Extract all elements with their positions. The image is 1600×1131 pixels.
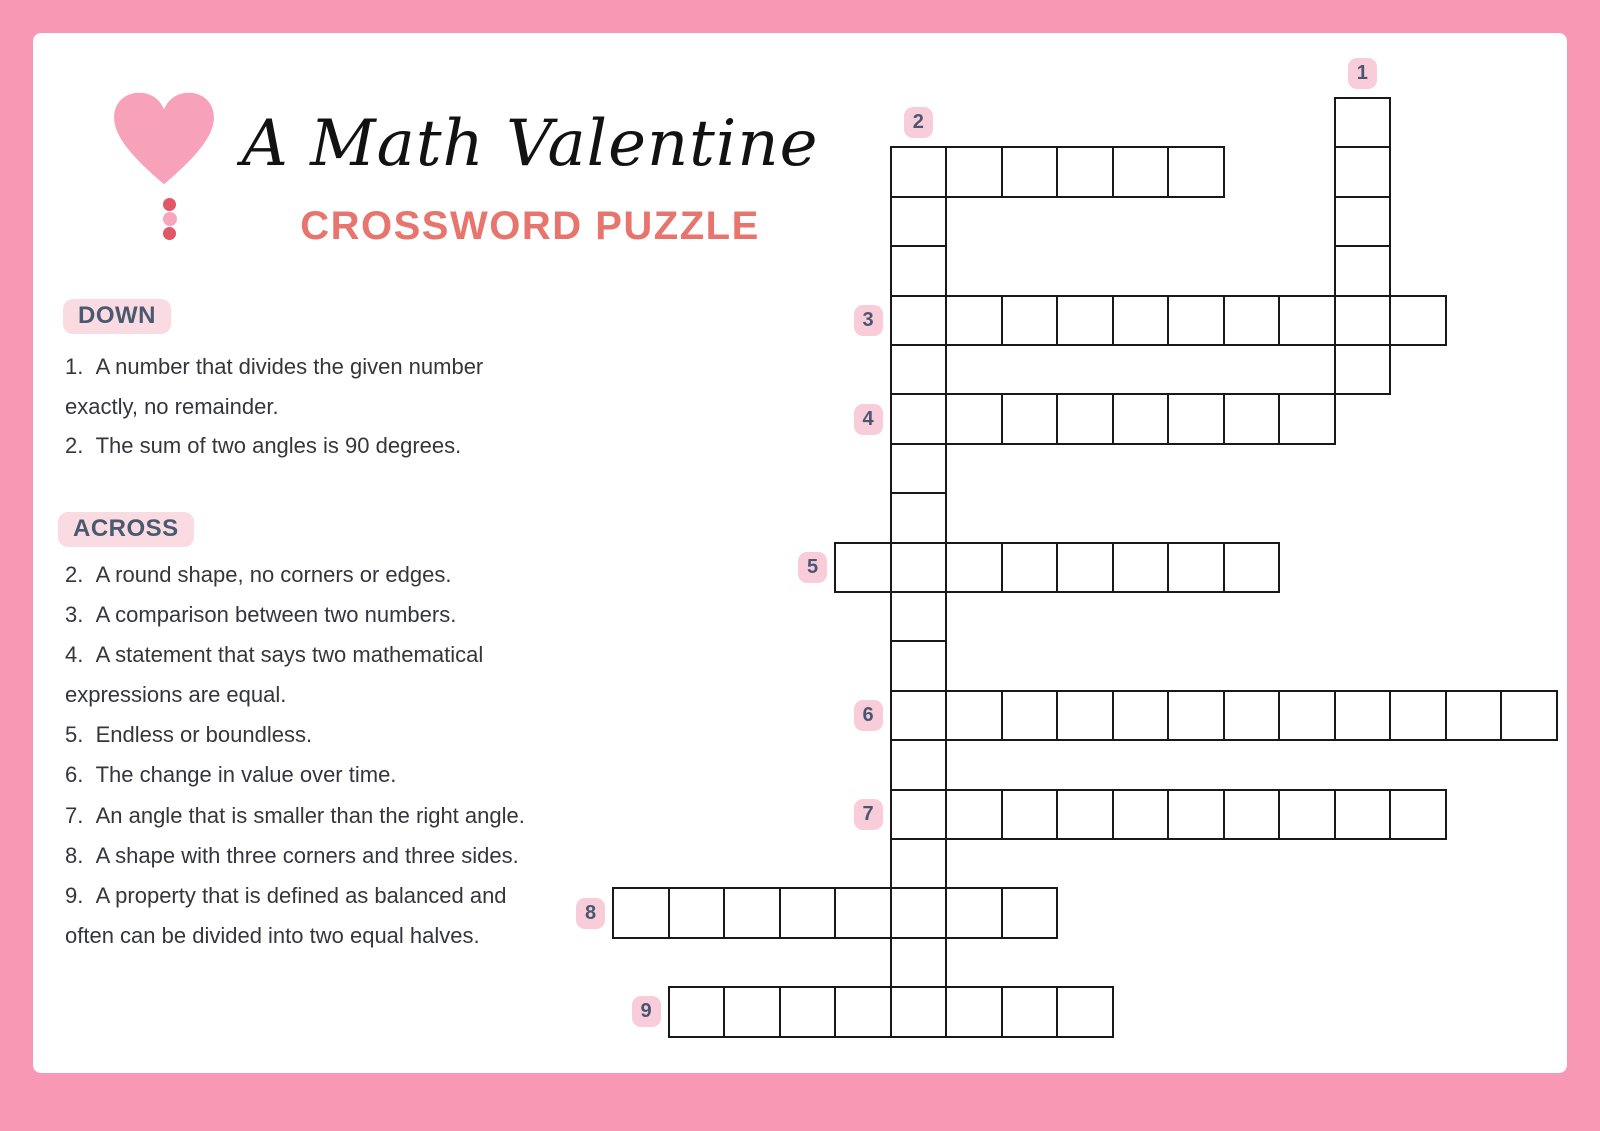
clue-line: expressions are equal.: [65, 682, 287, 708]
grid-cell[interactable]: [1112, 146, 1170, 197]
grid-cell[interactable]: [1056, 690, 1114, 741]
down-clue-list: [65, 347, 625, 466]
clue-line: exactly, no remainder.: [65, 393, 279, 419]
grid-cell[interactable]: [1001, 542, 1059, 593]
heart-shape: [112, 88, 216, 190]
grid-cell[interactable]: [1001, 887, 1059, 938]
grid-cell[interactable]: [1056, 393, 1114, 444]
page-title: A Math Valentine: [241, 107, 819, 181]
clue-line: often can be divided into two equal halves.: [65, 922, 480, 948]
grid-cell[interactable]: [945, 986, 1003, 1037]
grid-cell[interactable]: [1334, 245, 1392, 296]
grid-cell[interactable]: [1389, 789, 1447, 840]
heart-dot-2: [163, 212, 177, 226]
grid-cell[interactable]: [1223, 295, 1281, 346]
grid-cell[interactable]: [945, 789, 1003, 840]
grid-cell[interactable]: [890, 295, 948, 346]
grid-cell[interactable]: [1056, 986, 1114, 1037]
grid-cell[interactable]: [1389, 690, 1447, 741]
grid-cell[interactable]: [1112, 295, 1170, 346]
grid-cell[interactable]: [890, 393, 948, 444]
grid-cell[interactable]: [1334, 789, 1392, 840]
grid-cell[interactable]: [834, 542, 892, 593]
grid-cell[interactable]: [1500, 690, 1558, 741]
clue-line: 5. Endless or boundless.: [65, 722, 313, 748]
grid-cell[interactable]: [890, 591, 948, 642]
clue-line: 1. A number that divides the given number: [65, 354, 484, 379]
clue-line: 6. The change in value over time.: [65, 762, 397, 788]
grid-cell[interactable]: [723, 986, 781, 1037]
grid-cell[interactable]: [1334, 690, 1392, 741]
clue-number: 5.: [65, 722, 84, 748]
grid-cell[interactable]: [1223, 393, 1281, 444]
grid-cell[interactable]: [1334, 344, 1392, 395]
grid-cell[interactable]: [1056, 295, 1114, 346]
grid-cell[interactable]: [1001, 690, 1059, 741]
grid-cell[interactable]: [1001, 295, 1059, 346]
grid-cell[interactable]: [945, 393, 1003, 444]
grid-cell[interactable]: [1445, 690, 1503, 741]
grid-cell[interactable]: [945, 146, 1003, 197]
grid-cell[interactable]: [1167, 146, 1225, 197]
grid-cell[interactable]: [890, 838, 948, 889]
grid-cell[interactable]: [945, 295, 1003, 346]
grid-cell[interactable]: [1112, 789, 1170, 840]
grid-cell[interactable]: [1001, 789, 1059, 840]
grid-cell[interactable]: [1167, 295, 1225, 346]
clue-number-badge: 7: [854, 799, 883, 830]
grid-cell[interactable]: [890, 344, 948, 395]
grid-cell[interactable]: [1223, 542, 1281, 593]
clue-number: 7.: [65, 802, 84, 828]
clue-line: 9. A property that is defined as balanced and: [65, 882, 507, 908]
grid-cell[interactable]: [1223, 789, 1281, 840]
grid-cell[interactable]: [1112, 690, 1170, 741]
grid-cell[interactable]: [779, 887, 837, 938]
heart-icon: [112, 88, 220, 238]
grid-cell[interactable]: [890, 196, 948, 247]
grid-cell[interactable]: [1001, 146, 1059, 197]
grid-cell[interactable]: [1223, 690, 1281, 741]
grid-cell[interactable]: [1056, 146, 1114, 197]
clue-line: 4. A statement that says two mathematical: [65, 642, 484, 668]
grid-cell[interactable]: [945, 542, 1003, 593]
clue-number: 8.: [65, 842, 84, 868]
grid-cell[interactable]: [890, 789, 948, 840]
clue-line: 2. A round shape, no corners or edges.: [65, 562, 452, 587]
grid-cell[interactable]: [1334, 146, 1392, 197]
clue-number-badge: 1: [1348, 58, 1377, 89]
grid-cell[interactable]: [890, 245, 948, 296]
down-section-label: DOWN: [63, 299, 171, 334]
clue-number: 2.: [65, 562, 84, 587]
page-subtitle: CROSSWORD PUZZLE: [300, 204, 760, 248]
clue-number-badge: 3: [854, 305, 883, 336]
grid-cell[interactable]: [1389, 295, 1447, 346]
clue-number: 4.: [65, 642, 84, 668]
grid-cell[interactable]: [890, 739, 948, 790]
grid-cell[interactable]: [1056, 542, 1114, 593]
grid-cell[interactable]: [890, 640, 948, 691]
grid-cell[interactable]: [890, 542, 948, 593]
clue-number: 9.: [65, 882, 84, 908]
grid-cell[interactable]: [1334, 196, 1392, 247]
grid-cell[interactable]: [890, 146, 948, 197]
across-clue-list: [65, 555, 625, 956]
clue-number-badge: 4: [854, 404, 883, 435]
grid-cell[interactable]: [1278, 789, 1336, 840]
grid-cell[interactable]: [834, 986, 892, 1037]
clue-number: 2.: [65, 433, 84, 459]
clue-number-badge: 9: [632, 996, 661, 1027]
grid-cell[interactable]: [1001, 986, 1059, 1037]
grid-cell[interactable]: [779, 986, 837, 1037]
grid-cell[interactable]: [668, 986, 726, 1037]
grid-cell[interactable]: [612, 887, 670, 938]
grid-cell[interactable]: [1167, 542, 1225, 593]
grid-cell[interactable]: [890, 986, 948, 1037]
clue-number-badge: 8: [576, 898, 605, 929]
clue-line: 2. The sum of two angles is 90 degrees.: [65, 433, 462, 459]
grid-cell[interactable]: [890, 492, 948, 543]
grid-cell[interactable]: [1278, 690, 1336, 741]
grid-cell[interactable]: [1167, 393, 1225, 444]
grid-cell[interactable]: [1001, 393, 1059, 444]
grid-cell[interactable]: [890, 937, 948, 988]
grid-cell[interactable]: [1278, 393, 1336, 444]
clue-line: 7. An angle that is smaller than the right angle.: [65, 802, 525, 828]
clue-number-badge: 2: [904, 107, 933, 138]
grid-cell[interactable]: [1056, 789, 1114, 840]
clue-number-badge: 6: [854, 700, 883, 731]
grid-cell[interactable]: [668, 887, 726, 938]
grid-cell[interactable]: [890, 443, 948, 494]
clue-number-badge: 5: [798, 552, 827, 583]
clue-line: 8. A shape with three corners and three sides.: [65, 842, 519, 868]
grid-cell[interactable]: [1112, 393, 1170, 444]
clue-number: 1.: [65, 354, 84, 379]
clue-number: 6.: [65, 762, 84, 788]
grid-cell[interactable]: [945, 887, 1003, 938]
clue-line: 3. A comparison between two numbers.: [65, 602, 457, 628]
grid-cell[interactable]: [1278, 295, 1336, 346]
grid-cell[interactable]: [890, 887, 948, 938]
grid-cell[interactable]: [945, 690, 1003, 741]
grid-cell[interactable]: [1334, 97, 1392, 148]
grid-cell[interactable]: [1112, 542, 1170, 593]
clue-number: 3.: [65, 602, 84, 628]
grid-cell[interactable]: [723, 887, 781, 938]
grid-cell[interactable]: [890, 690, 948, 741]
grid-cell[interactable]: [1167, 690, 1225, 741]
grid-cell[interactable]: [1167, 789, 1225, 840]
across-section-label: ACROSS: [58, 512, 194, 547]
heart-dot-1: [163, 198, 176, 211]
grid-cell[interactable]: [1334, 295, 1392, 346]
heart-dot-3: [163, 227, 176, 240]
grid-cell[interactable]: [834, 887, 892, 938]
